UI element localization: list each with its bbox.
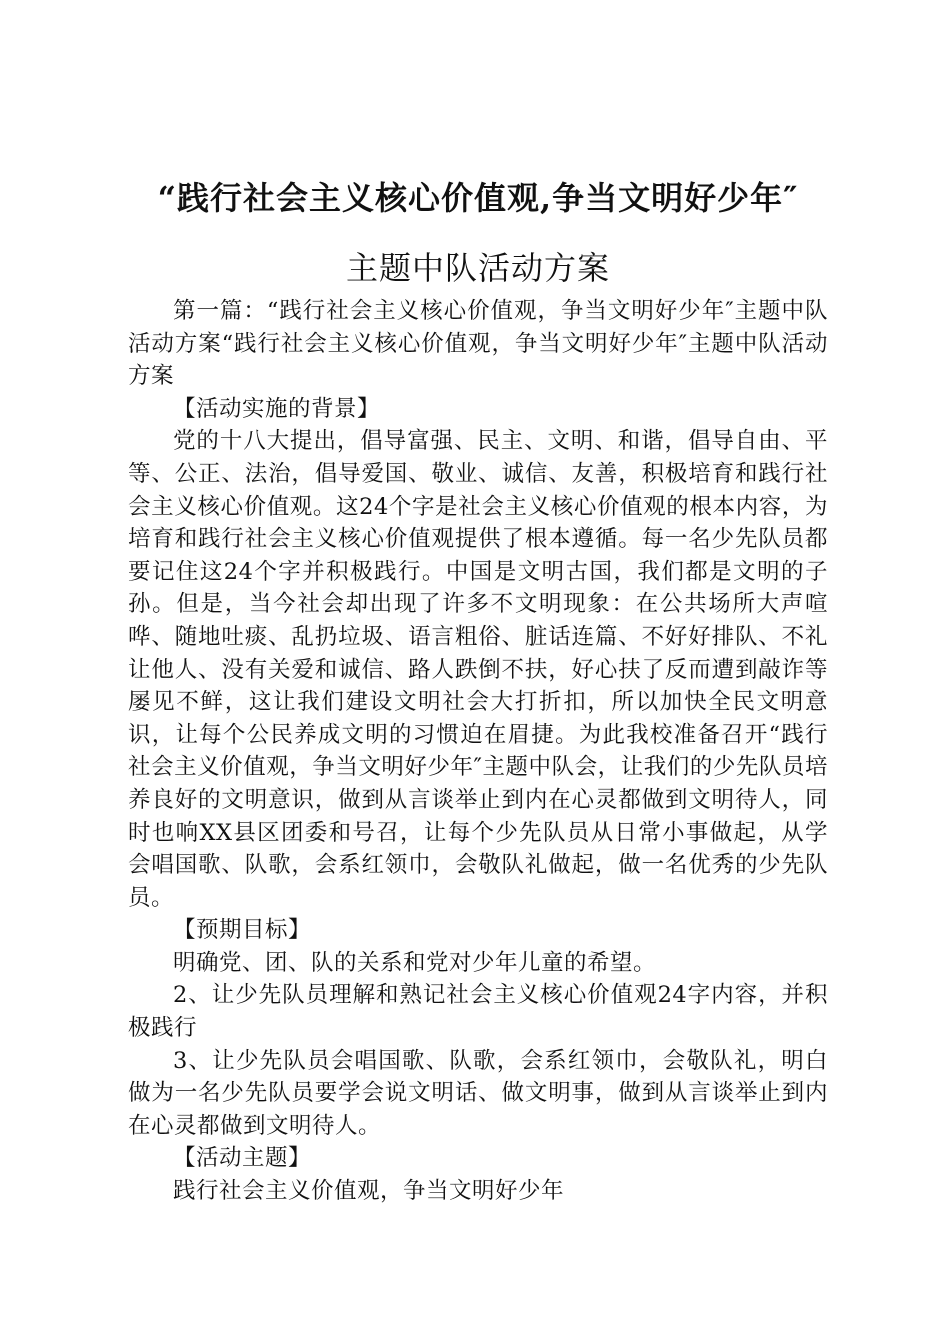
section-heading-theme: 【活动主题】 bbox=[173, 1145, 312, 1172]
document-title-line-1: “践行社会主义核心价值观,争当文明好少年″ bbox=[157, 179, 799, 217]
background-paragraph: 党的十八大提出，倡导富强、民主、文明、和谐，倡导自由、平等、公正、法治，倡导爱国、敬业、诚信、友善，积极培育和践行社会主义核心价值观。这24个字是社会主义核心价值观的根本内容，为培育和践行社会主义核心价值观提供了根本遵循。每一名少先队员都要记住这24个字并积极践行。中国是文明古国，我们都是文明的子孙。但是，当今社会却出现了许多不文明现象：在公共场所大声喧哗、随地吐痰、乱扔垃圾、语言粗俗、脏话连篇、不好好排队、不礼让他人、没有关爱和诚信、路人跌倒不扶，好心扶了反而遭到敲诈等屡见不鲜，这让我们建设文明社会大打折扣，所以加快全民文明意识，让每个公民养成文明的习惯迫在眉捷。为此我校准备召开“践行社会主义价值观，争当文明好少年″主题中队会，让我们的少先队员培养良好的文明意识，做到从言谈举止到内在心灵都做到文明待人，同时也响XX县区团委和号召，让每个少先队员从日常小事做起，从学会唱国歌、队歌，会系红领巾，会敬队礼做起，做一名优秀的少先队员。 bbox=[128, 428, 828, 911]
intro-paragraph: 第一篇：“践行社会主义核心价值观，争当文明好少年″主题中队活动方案“践行社会主义核心价值观，争当文明好少年″主题中队活动方案 bbox=[128, 298, 828, 390]
section-heading-goals: 【预期目标】 bbox=[173, 917, 312, 944]
theme-paragraph: 践行社会主义价值观，争当文明好少年 bbox=[173, 1178, 565, 1205]
document-title-line-2: 主题中队活动方案 bbox=[345, 249, 610, 287]
document-page bbox=[128, 170, 828, 1208]
section-heading-background: 【活动实施的背景】 bbox=[173, 395, 381, 422]
goal-item-1: 明确党、团、队的关系和党对少年儿童的希望。 bbox=[173, 949, 657, 976]
goal-item-2: 2、让少先队员理解和熟记社会主义核心价值观24字内容，并积极践行 bbox=[128, 982, 828, 1042]
goal-item-3: 3、让少先队员会唱国歌、队歌，会系红领巾，会敬队礼，明白做为一名少先队员要学会说文明话、做文明事，做到从言谈举止到内在心灵都做到文明待人。 bbox=[128, 1047, 828, 1139]
document-body bbox=[128, 295, 828, 1208]
